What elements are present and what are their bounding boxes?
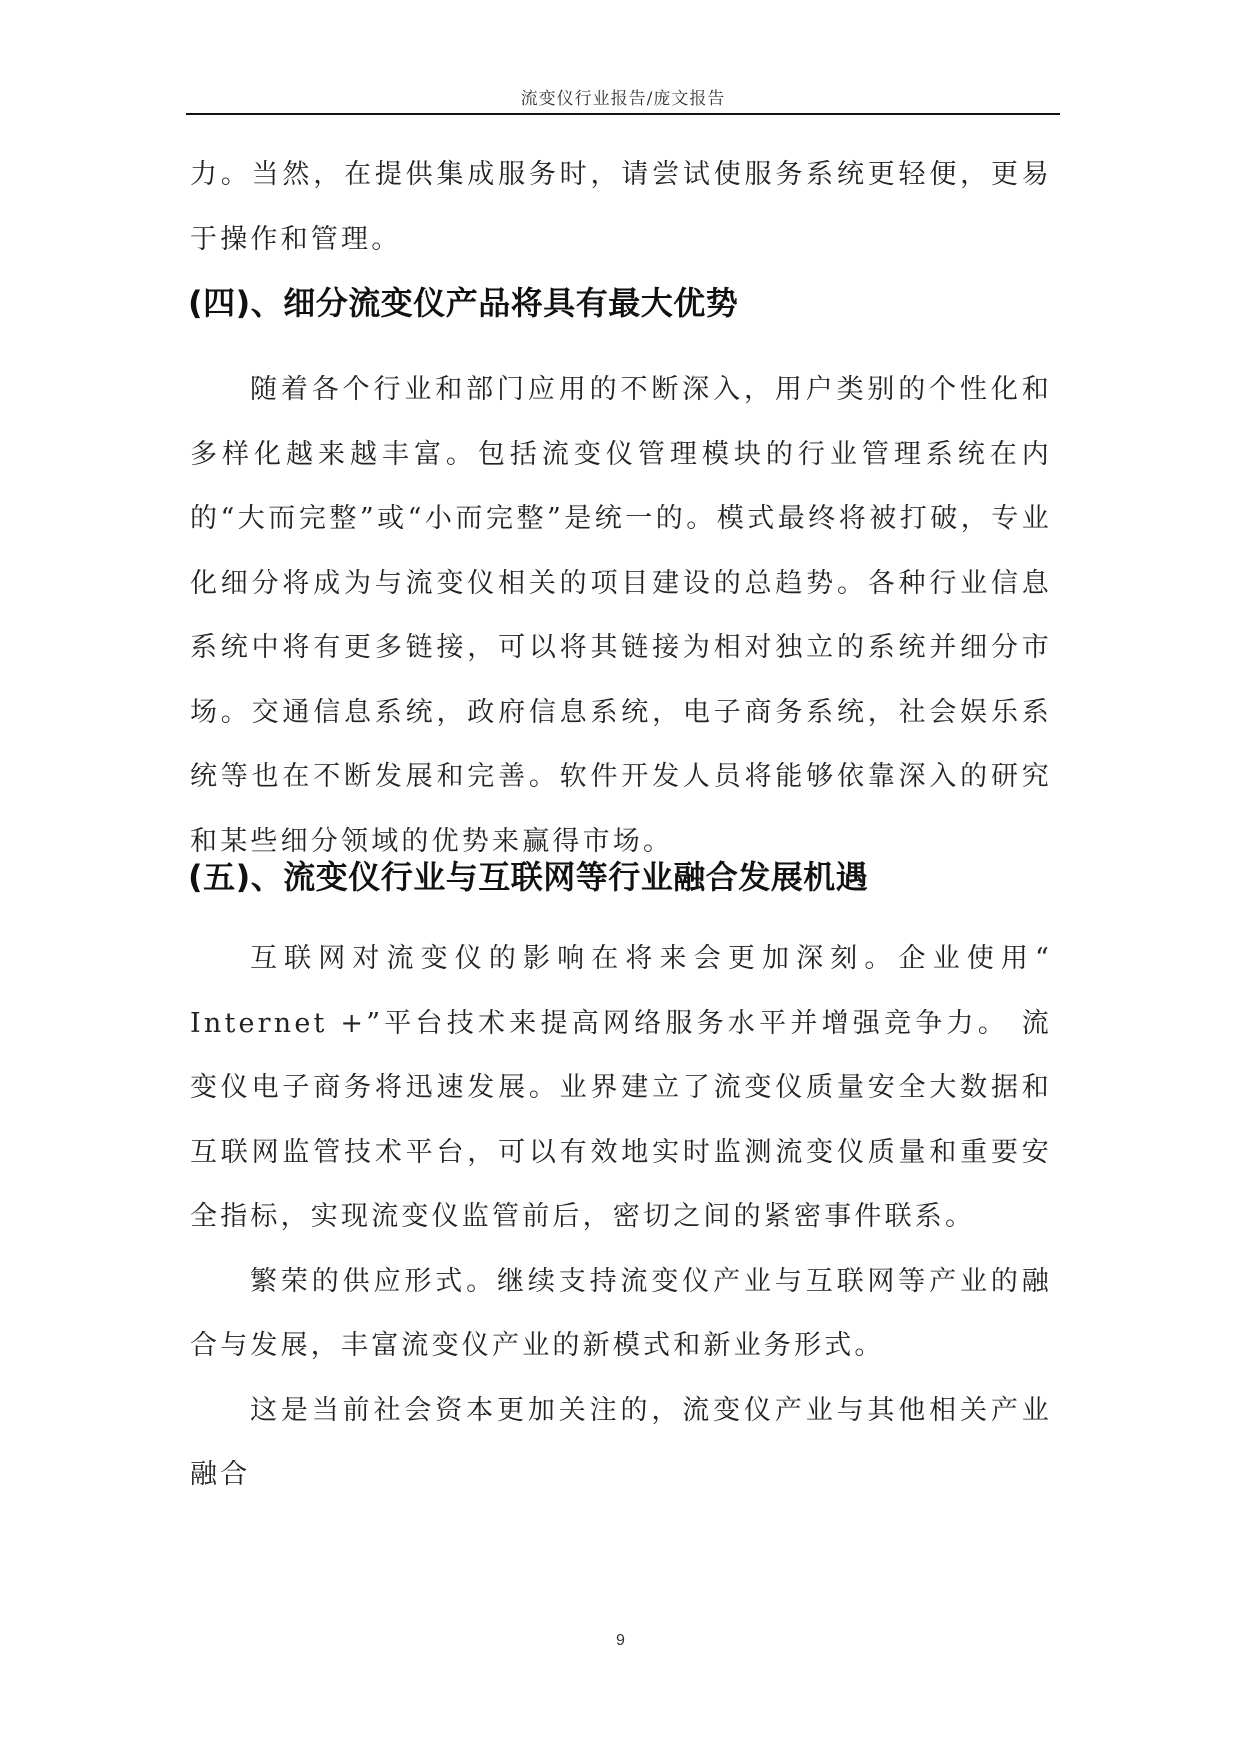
section-5-paragraph-1: 互联网对流变仪的影响在将来会更加深刻。企业使用“ Internet +”平台技术来提高网络服务水平并增强竞争力。 流变仪电子商务将迅速发展。业界建立了流变仪质量安全大数据和互联网监管技术平台，可以有效地实时监测流变仪质量和重要安全指标，实现流变仪监管前后，密切之间的紧密事件联系。 <box>190 943 1052 1232</box>
section-5-body <box>190 927 1052 1508</box>
page-number: 9 <box>616 1632 625 1649</box>
section-heading-4: (四)、细分流变仪产品将具有最大优势 <box>188 284 739 322</box>
section-5-paragraph-3: 这是当前社会资本更加关注的，流变仪产业与其他相关产业融合 <box>190 1394 1052 1490</box>
section-4-body <box>190 358 1052 874</box>
section-4-paragraph: 随着各个行业和部门应用的不断深入，用户类别的个性化和多样化越来越丰富。包括流变仪管理模块的行业管理系统在内的“大而完整”或“小而完整”是统一的。模式最终将被打破，专业化细分将成为与流变仪相关的项目建设的总趋势。各种行业信息系统中将有更多链接，可以将其链接为相对独立的系统并细分市场。交通信息系统，政府信息系统，电子商务系统，社会娱乐系统等也在不断发展和完善。软件开发人员将能够依靠深入的研究和某些细分领域的优势来赢得市场。 <box>190 374 1052 857</box>
section-5-paragraph-2: 繁荣的供应形式。继续支持流变仪产业与互联网等产业的融合与发展，丰富流变仪产业的新模式和新业务形式。 <box>190 1265 1052 1361</box>
section-heading-5: (五)、流变仪行业与互联网等行业融合发展机遇 <box>188 858 869 896</box>
header-divider <box>186 113 1060 115</box>
page-header: 流变仪行业报告/庞文报告 <box>520 89 726 109</box>
intro-block <box>190 143 1052 272</box>
intro-paragraph: 力。当然，在提供集成服务时，请尝试使服务系统更轻便，更易于操作和管理。 <box>190 159 1052 255</box>
